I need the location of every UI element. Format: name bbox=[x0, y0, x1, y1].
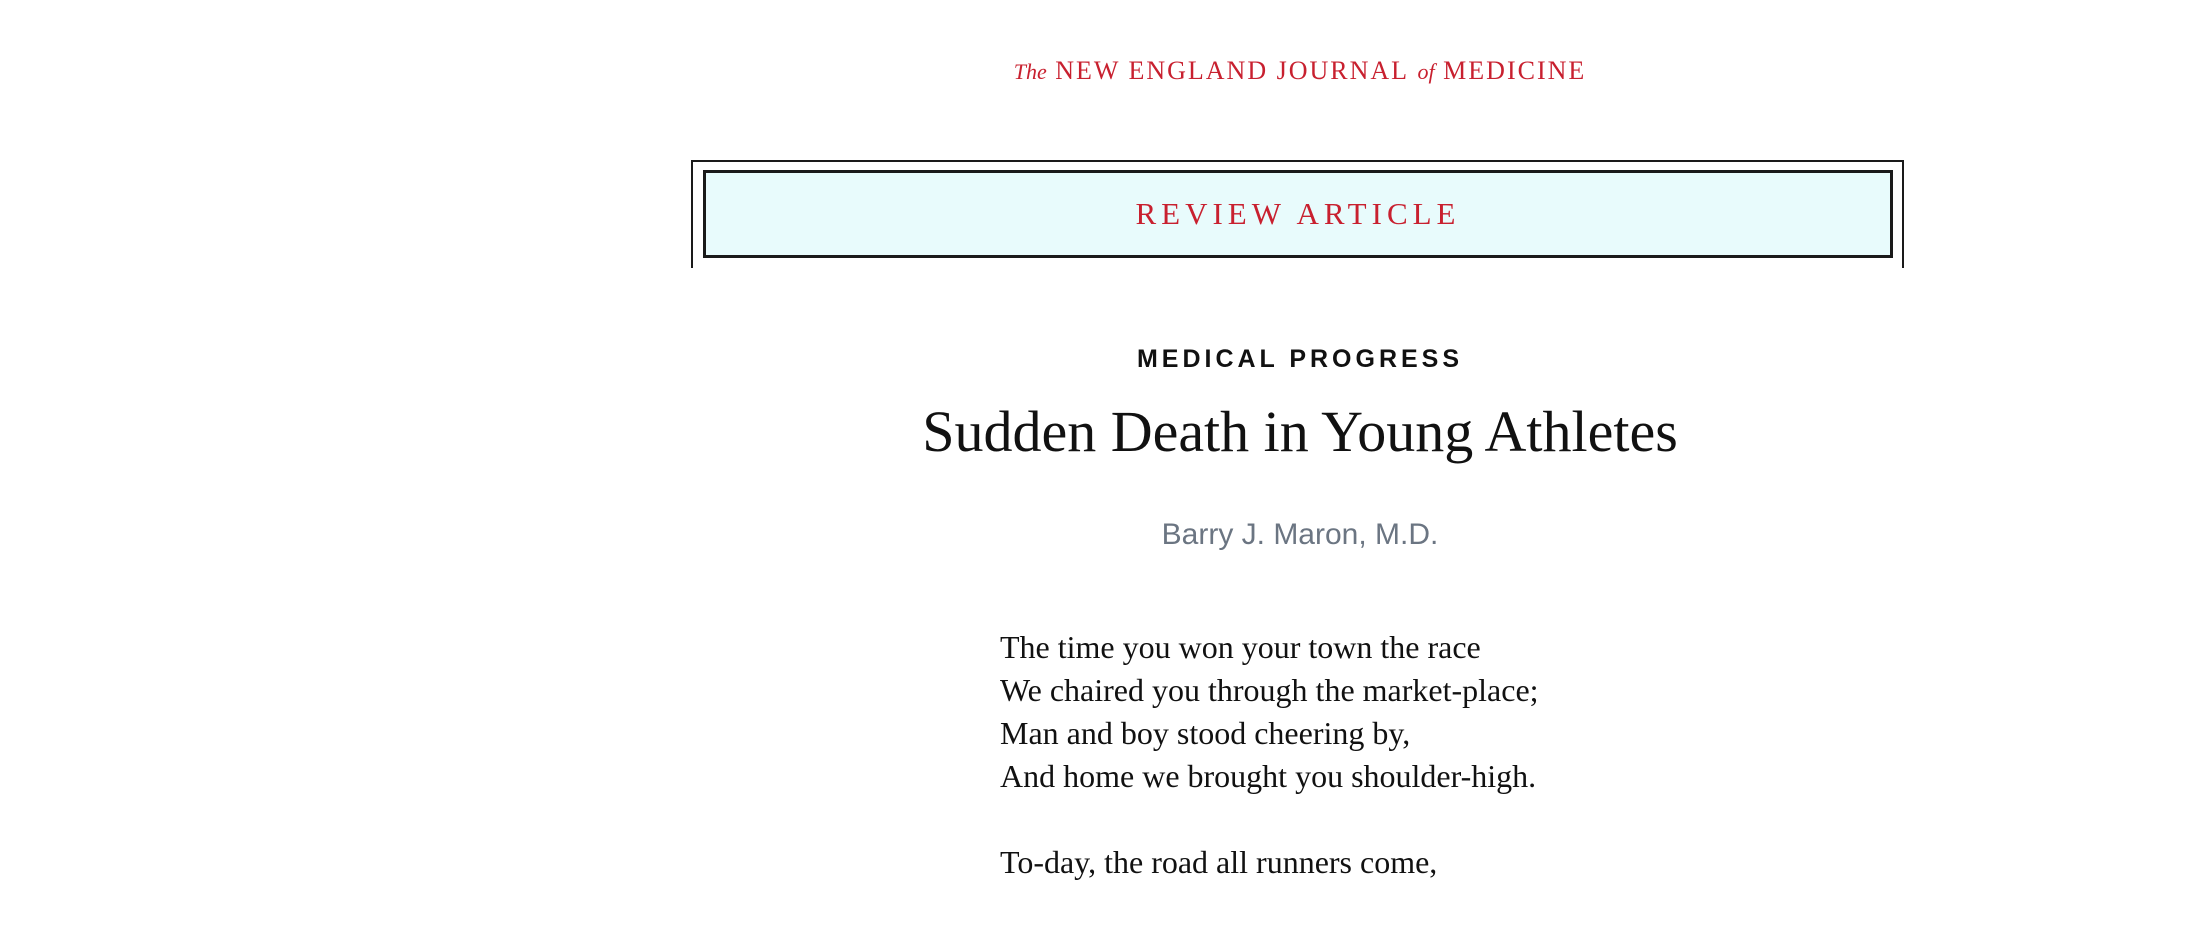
article-type-banner bbox=[703, 170, 1893, 258]
article-type-label: REVIEW ARTICLE bbox=[1135, 196, 1461, 231]
poem-line: And home we brought you shoulder-high. bbox=[1000, 758, 1537, 794]
author-byline: Barry J. Maron, M.D. bbox=[1161, 518, 1439, 551]
poem-line: To-day, the road all runners come, bbox=[1000, 844, 1438, 880]
section-label: MEDICAL PROGRESS bbox=[1136, 345, 1464, 373]
poem-line: We chaired you through the market-place; bbox=[1000, 672, 1539, 708]
poem-line: Man and boy stood cheering by, bbox=[1000, 715, 1411, 751]
journal-the: The bbox=[1013, 59, 1047, 84]
poem-stanza bbox=[1000, 626, 1900, 798]
epigraph-poem bbox=[1000, 626, 1900, 927]
journal-masthead bbox=[975, 56, 1625, 96]
article-title: Sudden Death in Young Athletes bbox=[922, 399, 1678, 464]
poem-line: The time you won your town the race bbox=[1000, 629, 1481, 665]
journal-name-part1: NEW ENGLAND JOURNAL bbox=[1055, 56, 1410, 85]
journal-of: of bbox=[1417, 59, 1435, 84]
poem-stanza bbox=[1000, 841, 1900, 884]
journal-name-part2: MEDICINE bbox=[1443, 56, 1587, 85]
